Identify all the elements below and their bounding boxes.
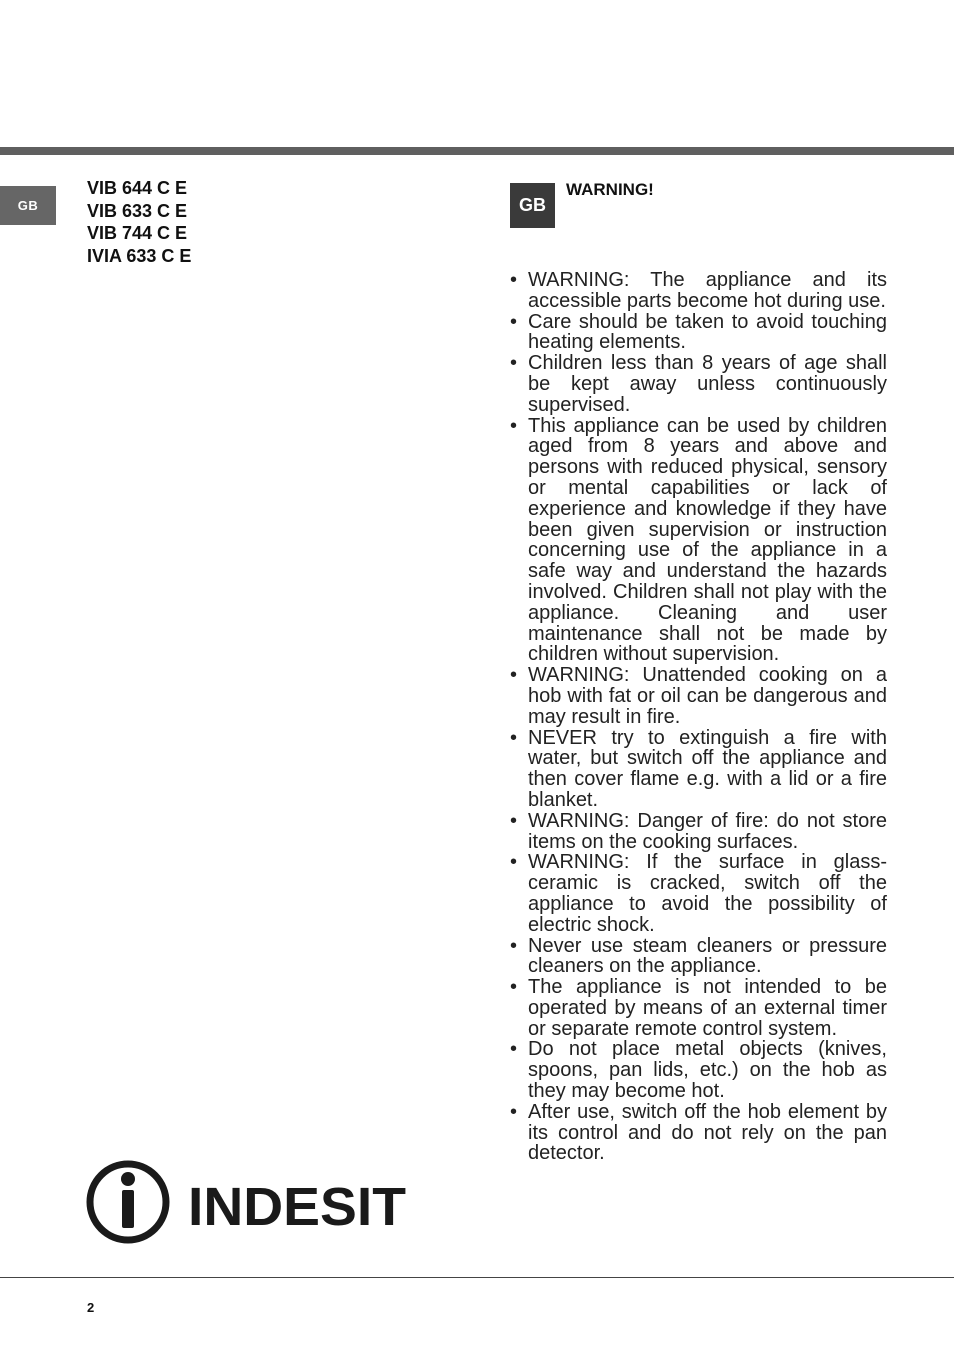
warning-item: • WARNING: If the surface in glass-ceramic is cracked, switch off the appliance to avoid the possibility of electric shock. bbox=[510, 852, 887, 935]
top-rule bbox=[0, 147, 954, 155]
model-name: VIB 744 C E bbox=[87, 223, 188, 243]
warning-item: • WARNING: The appliance and its accessible parts become hot during use. bbox=[510, 270, 887, 312]
page-number: 2 bbox=[87, 1300, 95, 1315]
model-name: IVIA 633 C E bbox=[87, 245, 192, 266]
language-tab: GB bbox=[0, 186, 56, 225]
indesit-logo-icon bbox=[90, 1164, 166, 1240]
language-badge: GB bbox=[510, 183, 555, 228]
brand-name: INDESIT bbox=[188, 1177, 407, 1237]
warning-item: • Children less than 8 years of age shall be kept away unless continuously supervised. bbox=[510, 353, 887, 415]
warning-item: • Never use steam cleaners or pressure cleaners on the appliance. bbox=[510, 936, 887, 978]
warning-heading: WARNING! bbox=[566, 180, 654, 199]
warning-item: • NEVER try to extinguish a fire with water, but switch off the appliance and then cover flame e.g. with a lid or a fire blanket. bbox=[510, 728, 887, 811]
model-list bbox=[87, 177, 191, 267]
model-name: VIB 644 C E bbox=[87, 178, 188, 198]
warning-item: • WARNING: Unattended cooking on a hob with fat or oil can be dangerous and may result in fire. bbox=[510, 665, 887, 727]
warning-item: • Do not place metal objects (knives, spoons, pan lids, etc.) on the hob as they may become hot. bbox=[510, 1039, 887, 1101]
warning-item: • The appliance is not intended to be operated by means of an external timer or separate remote control system. bbox=[510, 977, 887, 1039]
warning-item: • This appliance can be used by children aged from 8 years and above and persons with reduced physical, sensory or mental capabilities or lack of experience and knowledge if they have been given supervision or instruction concerning use of the appliance in a safe way and understand the hazards involved. Children shall not play with the appliance. Cleaning and user maintenance shall not be made by children without supervision. bbox=[510, 416, 887, 666]
indesit-logo bbox=[86, 1157, 408, 1252]
warning-item: • Care should be taken to avoid touching heating elements. bbox=[510, 312, 887, 354]
warning-list bbox=[510, 270, 887, 1164]
warning-item: • WARNING: Danger of fire: do not store items on the cooking surfaces. bbox=[510, 811, 887, 853]
warning-item: • After use, switch off the hob element by its control and do not rely on the pan detector. bbox=[510, 1102, 887, 1164]
bottom-rule bbox=[0, 1277, 954, 1278]
model-name: VIB 633 C E bbox=[87, 200, 188, 221]
